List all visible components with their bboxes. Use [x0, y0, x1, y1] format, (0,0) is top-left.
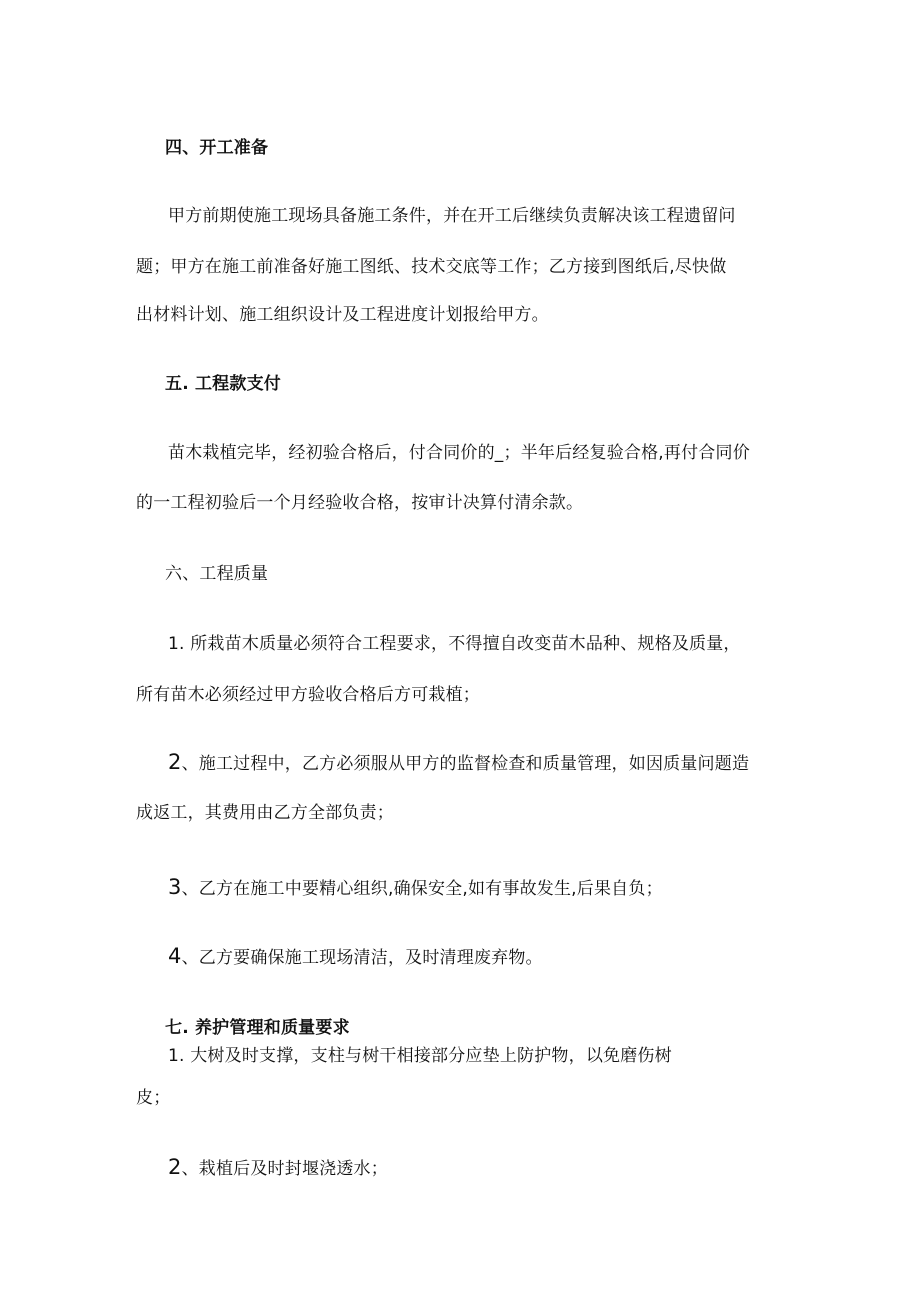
- section-4-para-line-1: 甲方前期使施工现场具备施工条件，并在开工后继续负责解决该工程遗留问: [168, 206, 736, 226]
- section-6-item-3-text: 、乙方在施工中要精心组织,确保安全,如有事故发生,后果自负；: [181, 879, 663, 899]
- section-7-heading: 七. 养护管理和质量要求: [165, 1018, 350, 1038]
- section-6-item-4-text: 、乙方要确保施工现场清洁，及时清理废弃物。: [181, 948, 543, 968]
- section-6-item-1-line-1: 1. 所栽苗木质量必须符合工程要求，不得擅自改变苗木品种、规格及质量，: [168, 634, 741, 654]
- section-4-para-line-2: 题；甲方在施工前准备好施工图纸、技术交底等工作；乙方接到图纸后,尽快做: [136, 257, 727, 277]
- section-5-heading: 五. 工程款支付: [165, 374, 281, 394]
- section-4-heading: 四、开工准备: [165, 138, 269, 158]
- section-6-item-2-number: 2: [168, 750, 182, 774]
- section-4-para-line-3: 出材料计划、施工组织设计及工程进度计划报给甲方。: [136, 305, 549, 325]
- section-7-item-1-line-1: 1. 大树及时支撑，支柱与树干相接部分应垫上防护物，以免磨伤树: [168, 1046, 672, 1066]
- section-6-heading: 六、工程质量: [165, 564, 269, 584]
- section-6-item-2-line-2: 成返工，其费用由乙方全部负责；: [136, 803, 394, 823]
- section-5-para-line-2: 的一工程初验后一个月经验收合格，按审计决算付清余款。: [136, 493, 584, 513]
- section-6-item-4: [168, 945, 543, 969]
- section-6-item-2-text: 、施工过程中，乙方必须服从甲方的监督检查和质量管理，如因质量问题造: [181, 754, 750, 774]
- section-6-item-1-line-2: 所有苗木必须经过甲方验收合格后方可栽植；: [136, 685, 480, 705]
- section-6-item-4-number: 4: [168, 944, 182, 968]
- section-7-item-2-number: 2: [168, 1155, 182, 1179]
- section-7-item-2-text: 、栽植后及时封堰浇透水；: [181, 1159, 388, 1179]
- section-7-item-1-line-2: 皮；: [136, 1088, 171, 1108]
- section-7-item-2: [168, 1156, 388, 1180]
- section-6-item-3-number: 3: [168, 875, 182, 899]
- section-6-item-2-line-1: [168, 751, 749, 775]
- section-5-para-line-1: 苗木栽植完毕，经初验合格后，付合同价的_；半年后经复验合格,再付合同价: [168, 443, 750, 463]
- section-6-item-3: [168, 876, 663, 900]
